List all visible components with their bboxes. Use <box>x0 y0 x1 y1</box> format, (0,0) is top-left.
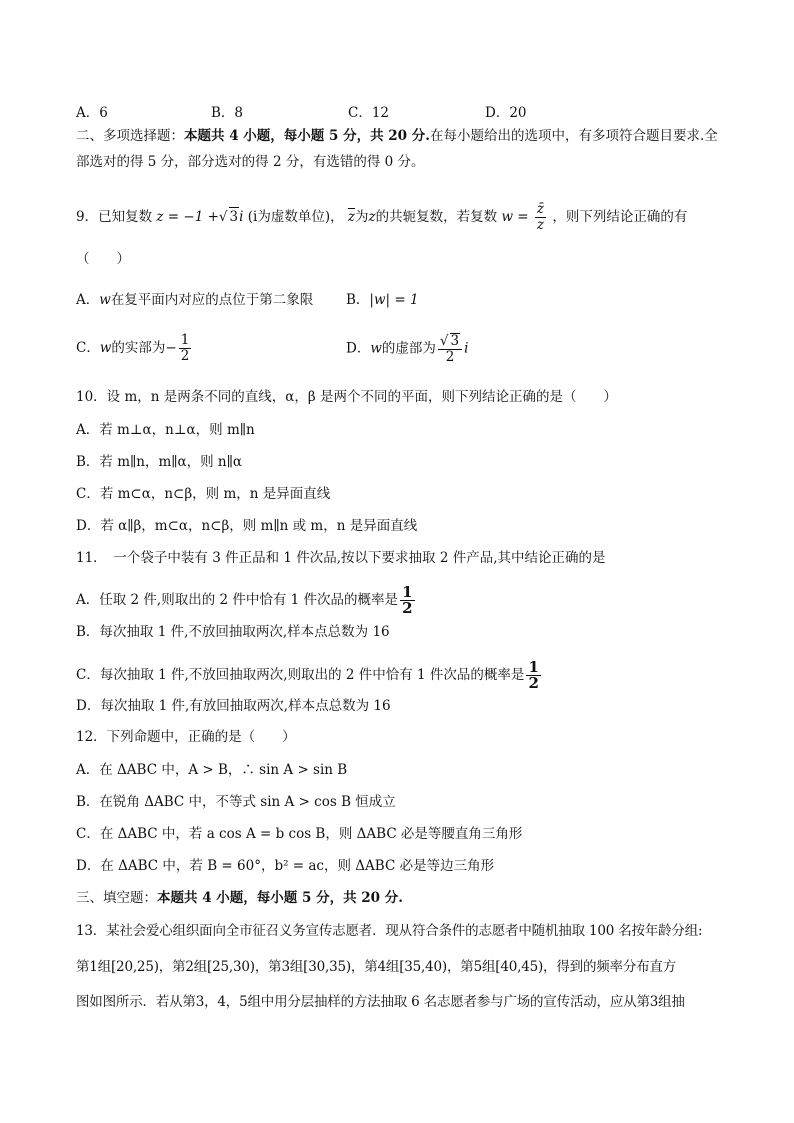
q9-option-a: A．w在复平面内对应的点位于第二象限 <box>76 292 314 308</box>
q8-option-d: D．20 <box>485 105 527 121</box>
q12-option-d: D．在 ΔABC 中，若 B = 60°，b² = ac，则 ΔABC 必是等边三角形 <box>76 858 495 874</box>
q11-c-fraction: $\frac{1}{2}$ <box>528 658 539 692</box>
section2-heading: 二、多项选择题：本题共 4 小题，每小题 5 分，共 20 分.在每小题给出的选项中，有多项符合题目要求.全 <box>76 128 718 144</box>
q12-option-b: B．在锐角 ΔABC 中，不等式 sin A > cos B 恒成立 <box>76 794 396 810</box>
q10-stem: 10．设 m，n 是两条不同的直线，α，β 是两个不同的平面，则下列结论正确的是（ ） <box>76 389 617 405</box>
q11-option-c: C．每次抽取 1 件,不放回抽取两次,则取出的 2 件中恰有 1 件次品的概率是 $\frac{1}{2}$ <box>76 658 539 692</box>
q13-line-1: 13．某社会爱心组织面向全市征召义务宣传志愿者．现从符合条件的志愿者中随机抽取 100 名按年龄分组: <box>76 923 703 939</box>
q9-answer-paren: （ ） <box>76 251 130 267</box>
q11-option-d: D．每次抽取 1 件,有放回抽取两次,样本点总数为 16 <box>76 698 391 714</box>
q9-stem: 9．已知复数 z = −1 +√ 3i (i为虚数单位)， $\overline{z}$为z的共轭复数，若复数 w = $\frac{z̄}{z}$ ，则下列结论正确的有 <box>76 201 688 233</box>
q9-option-b: B．|w| = 1 <box>346 292 419 308</box>
q8-option-a: A．6 <box>76 105 108 121</box>
q12-option-a: A．在 ΔABC 中，A > B，∴ sin A > sin B <box>76 762 348 778</box>
q12-option-c: C．在 ΔABC 中，若 a cos A = b cos B，则 ΔABC 必是等腰直角三角形 <box>76 826 523 842</box>
q13-line-3: 图如图所示．若从第3，4，5组中用分层抽样的方法抽取 6 名志愿者参与广场的宣传活动，应从第3组抽 <box>76 994 685 1010</box>
q10-option-c: C．若 m⊂α，n⊂β，则 m，n 是异面直线 <box>76 486 331 502</box>
q11-stem: 11． 一个袋子中装有 3 件正品和 1 件次品,按以下要求抽取 2 件产品,其中结论正确的是 <box>76 550 606 566</box>
q10-option-b: B．若 m∥n，m∥α，则 n∥α <box>76 454 242 470</box>
q10-option-d: D．若 α∥β，m⊂α，n⊂β，则 m∥n 或 m，n 是异面直线 <box>76 518 418 534</box>
q8-option-c: C．12 <box>348 105 390 121</box>
q11-option-b: B．每次抽取 1 件,不放回抽取两次,样本点总数为 16 <box>76 624 390 640</box>
q9-d-fraction: $\frac{√ 3}{2}$ <box>438 333 462 365</box>
q11-option-a: A．任取 2 件,则取出的 2 件中恰有 1 件次品的概率是 $\frac{1}{2}$ <box>76 583 413 617</box>
q11-a-fraction: $\frac{1}{2}$ <box>402 583 413 617</box>
q9-c-fraction: $\frac{1}{2}$ <box>180 332 190 364</box>
section3-heading: 三、填空题：本题共 4 小题，每小题 5 分，共 20 分. <box>76 890 403 906</box>
q9-option-c: C．w的实部为− $\frac{1}{2}$ <box>76 332 190 364</box>
q13-line-2: 第1组[20,25)，第2组[25,30)，第3组[30,35)，第4组[35,40)，第5组[40,45)，得到的频率分布直方 <box>76 959 677 975</box>
q8-option-b: B．8 <box>211 105 244 121</box>
q9-fraction: $\frac{z̄}{z}$ <box>536 201 545 233</box>
section2-heading-cont: 部选对的得 5 分，部分选对的得 2 分，有选错的得 0 分。 <box>76 154 425 170</box>
q12-stem: 12．下列命题中，正确的是（ ） <box>76 729 296 745</box>
q9-option-d: D．w的虚部为 $\frac{√ 3}{2}$ i <box>346 333 469 365</box>
q10-option-a: A．若 m⊥α，n⊥α，则 m∥n <box>76 422 255 438</box>
